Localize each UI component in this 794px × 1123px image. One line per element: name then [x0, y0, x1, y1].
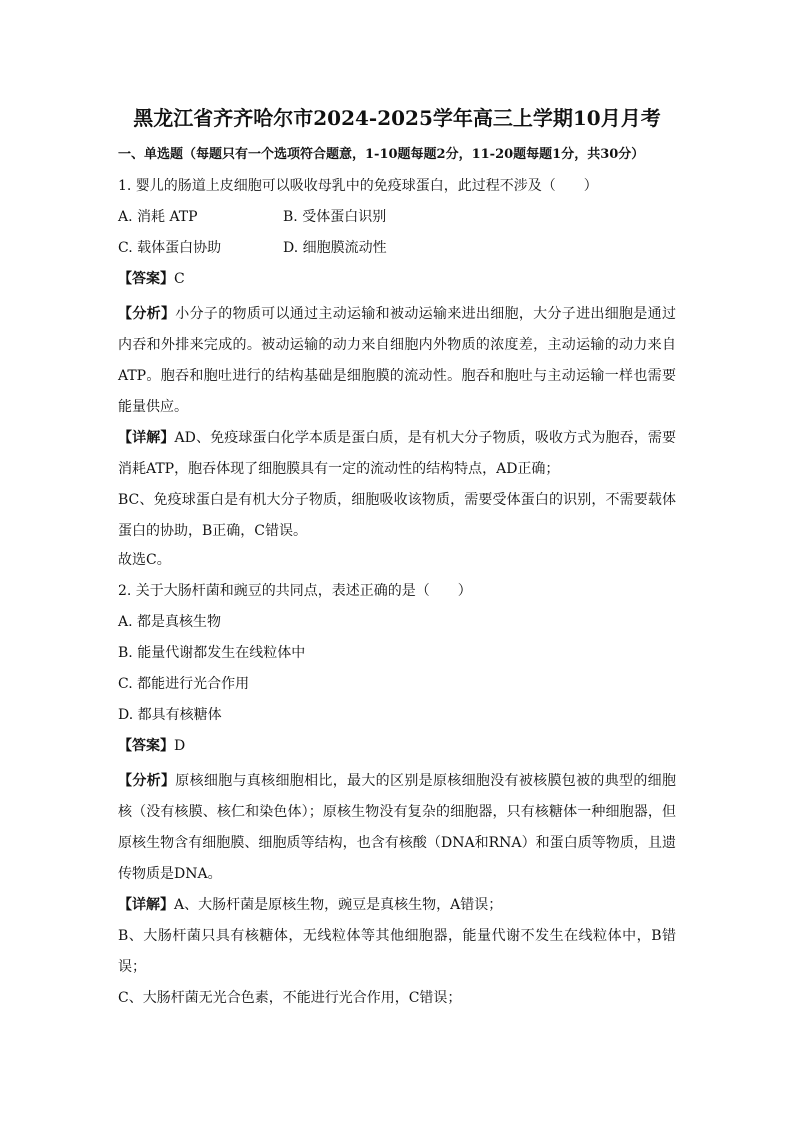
- option-row: [118, 206, 676, 228]
- analysis-text: 原核细胞与真核细胞相比，最大的区别是原核细胞没有被核膜包被的典型的细胞核（没有核膜、核仁和染色体）；原核生物没有复杂的细胞器，只有核糖体一种细胞器，但原核生物含有细胞膜、细胞质等结构，也含有核酸（DNA和RNA）和蛋白质等物质，且遗传物质是DNA。: [118, 773, 677, 882]
- option-c: C. 载体蛋白协助: [118, 240, 222, 256]
- question-2: [118, 580, 676, 1014]
- analysis: [118, 299, 676, 423]
- analysis-label: 【分析】: [118, 306, 176, 322]
- page-title: 黑龙江省齐齐哈尔市2024-2025学年高三上学期10月月考: [133, 106, 661, 130]
- option-a: A. 消耗 ATP: [118, 209, 198, 225]
- detail: [118, 890, 676, 921]
- option-row: [118, 237, 676, 259]
- option-c: C. 都能进行光合作用: [118, 676, 250, 692]
- detail: [118, 983, 676, 1014]
- detail: [118, 485, 676, 547]
- detail-label: 【详解】: [118, 430, 175, 446]
- answer-label: 【答案】: [118, 738, 174, 754]
- analysis-label: 【分析】: [118, 773, 176, 789]
- answer: [118, 268, 676, 290]
- question-stem: 1. 婴儿的肠道上皮细胞可以吸收母乳中的免疫球蛋白，此过程不涉及（ ）: [118, 178, 598, 194]
- option-b: B. 受体蛋白识别: [283, 209, 387, 225]
- detail: [118, 423, 676, 485]
- detail-line: C、大肠杆菌无光合色素，不能进行光合作用，C错误；: [118, 990, 462, 1006]
- section-header: 一、单选题（每题只有一个选项符合题意，1-10题每题2分，11-20题每题1分，共30分）: [118, 147, 645, 162]
- analysis-text: 小分子的物质可以通过主动运输和被动运输来进出细胞，大分子进出细胞是通过内吞和外排来完成的。被动运输的动力来自细胞内外物质的浓度差，主动运输的动力来自ATP。胞吞和胞吐进行的结构基础是细胞膜的流动性。胞吞和胞吐与主动运输一样也需要能量供应。: [118, 306, 677, 415]
- answer-value: C: [174, 271, 185, 287]
- question-1: [118, 175, 676, 571]
- analysis: [118, 766, 676, 890]
- conclusion: 故选C。: [118, 552, 171, 568]
- answer-label: 【答案】: [118, 271, 174, 287]
- detail-line: BC、免疫球蛋白是有机大分子物质，细胞吸收该物质，需要受体蛋白的识别，不需要载体蛋白的协助，B正确，C错误。: [118, 492, 676, 539]
- detail: [118, 921, 676, 983]
- detail-label: 【详解】: [118, 897, 174, 913]
- detail-line: AD、免疫球蛋白化学本质是蛋白质，是有机大分子物质，吸收方式为胞吞，需要消耗ATP，胞吞体现了细胞膜具有一定的流动性的结构特点，AD正确；: [118, 430, 676, 477]
- question-stem: 2. 关于大肠杆菌和豌豆的共同点，表述正确的是（ ）: [118, 583, 472, 599]
- option-d: D. 都具有核糖体: [118, 707, 222, 723]
- answer: [118, 735, 676, 757]
- detail-line: A、大肠杆菌是原核生物，豌豆是真核生物，A错误；: [174, 897, 503, 913]
- option-a: A. 都是真核生物: [118, 614, 222, 630]
- option-b: B. 能量代谢都发生在线粒体中: [118, 645, 306, 661]
- detail-line: B、大肠杆菌只具有核糖体，无线粒体等其他细胞器，能量代谢不发生在线粒体中，B错误；: [118, 928, 676, 975]
- answer-value: D: [174, 738, 186, 754]
- option-d: D. 细胞膜流动性: [283, 240, 387, 256]
